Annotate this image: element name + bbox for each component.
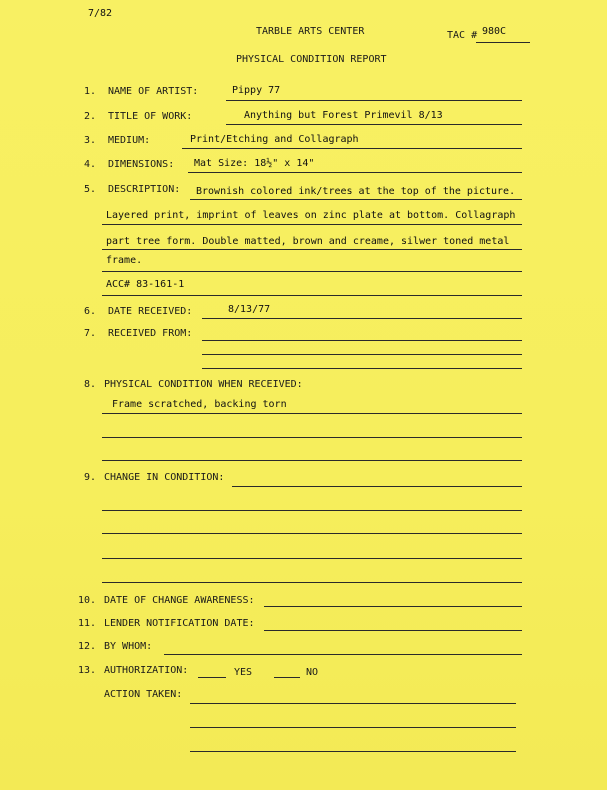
by-whom-label: BY WHOM: (104, 641, 153, 652)
item-10-number: 10. (77, 595, 96, 606)
artist-value: Pippy 77 (232, 85, 281, 96)
tac-rule (476, 42, 530, 43)
title-value: Anything but Forest Primevil 8/13 (244, 110, 443, 121)
medium-value: Print/Etching and Collagraph (190, 134, 359, 145)
org-name: TARBLE ARTS CENTER (256, 26, 365, 37)
condition-rule-1 (102, 413, 522, 414)
item-11-number: 11. (77, 618, 96, 629)
awareness-label: DATE OF CHANGE AWARENESS: (104, 595, 255, 606)
received-from-rule-2 (202, 354, 522, 355)
item-9-number: 9. (83, 472, 96, 483)
lender-label: LENDER NOTIFICATION DATE: (104, 618, 255, 629)
condition-label: PHYSICAL CONDITION WHEN RECEIVED: (104, 379, 303, 390)
medium-rule (182, 148, 522, 149)
medium-label: MEDIUM: (108, 135, 151, 146)
artist-label: NAME OF ARTIST: (108, 86, 199, 97)
item-13-number: 13. (77, 665, 96, 676)
description-line-4: frame. (106, 255, 143, 266)
item-3-number: 3. (83, 135, 96, 146)
description-rule-4 (102, 271, 522, 272)
item-7-number: 7. (83, 328, 96, 339)
item-8-number: 8. (83, 379, 96, 390)
change-label: CHANGE IN CONDITION: (104, 472, 225, 483)
corner-date: 7/82 (88, 8, 113, 19)
description-line-1: Brownish colored ink/trees at the top of the picture. (196, 186, 516, 197)
change-rule-4 (102, 558, 522, 559)
action-rule-2 (190, 727, 516, 728)
date-received-rule (202, 318, 522, 319)
yes-label: YES (234, 667, 253, 678)
received-from-rule-1 (202, 340, 522, 341)
action-rule-3 (190, 751, 516, 752)
item-6-number: 6. (83, 306, 96, 317)
change-rule-3 (102, 533, 522, 534)
report-title: PHYSICAL CONDITION REPORT (236, 54, 387, 65)
description-rule-1 (190, 199, 522, 200)
awareness-rule (264, 606, 522, 607)
no-blank (274, 677, 300, 678)
dimensions-rule (188, 172, 522, 173)
dimensions-value: Mat Size: 18½" x 14" (194, 158, 315, 169)
item-2-number: 2. (83, 111, 96, 122)
item-4-number: 4. (83, 159, 96, 170)
date-received-label: DATE RECEIVED: (108, 306, 193, 317)
change-rule-2 (102, 510, 522, 511)
description-line-2: Layered print, imprint of leaves on zinc plate at bottom. Collagraph (106, 210, 516, 221)
item-1-number: 1. (83, 86, 96, 97)
description-rule-5 (102, 295, 522, 296)
received-from-rule-3 (202, 368, 522, 369)
change-rule-5 (102, 582, 522, 583)
description-line-3: part tree form. Double matted, brown and creame, silwer toned metal (106, 236, 510, 247)
accession-number: ACC# 83-161-1 (106, 279, 185, 290)
condition-rule-2 (102, 437, 522, 438)
received-from-label: RECEIVED FROM: (108, 328, 193, 339)
title-rule (226, 124, 522, 125)
description-label: DESCRIPTION: (108, 184, 181, 195)
by-whom-rule (164, 654, 522, 655)
action-label: ACTION TAKEN: (104, 689, 183, 700)
authorization-label: AUTHORIZATION: (104, 665, 189, 676)
change-rule-1 (232, 486, 522, 487)
no-label: NO (306, 667, 319, 678)
condition-rule-3 (102, 460, 522, 461)
artist-rule (226, 100, 522, 101)
date-received-value: 8/13/77 (228, 304, 271, 315)
tac-label: TAC # (447, 30, 478, 41)
yes-blank (198, 677, 226, 678)
title-label: TITLE OF WORK: (108, 111, 193, 122)
condition-value: Frame scratched, backing torn (112, 399, 287, 410)
lender-rule (264, 630, 522, 631)
description-rule-2 (102, 224, 522, 225)
tac-number: 980C (482, 26, 507, 37)
item-5-number: 5. (83, 184, 96, 195)
description-rule-3 (102, 249, 522, 250)
item-12-number: 12. (77, 641, 96, 652)
dimensions-label: DIMENSIONS: (108, 159, 175, 170)
action-rule-1 (190, 703, 516, 704)
